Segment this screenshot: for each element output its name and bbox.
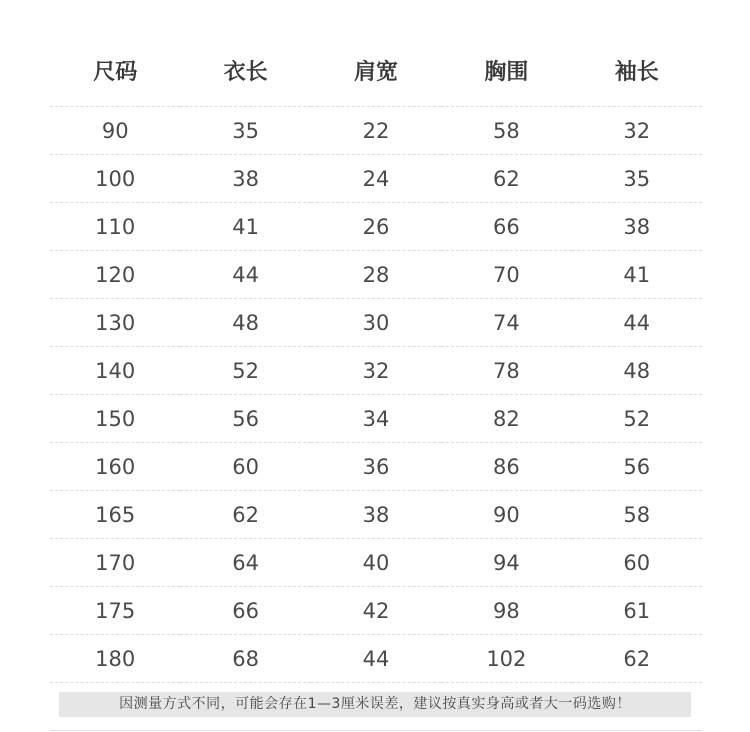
cell-length: 44: [180, 251, 310, 299]
cell-shoulder: 40: [311, 539, 441, 587]
cell-chest: 78: [441, 347, 571, 395]
cell-size: 130: [50, 299, 180, 347]
table-row: [50, 203, 702, 251]
cell-sleeve: 58: [572, 491, 702, 539]
cell-chest: 82: [441, 395, 571, 443]
cell-chest: 90: [441, 491, 571, 539]
cell-length: 48: [180, 299, 310, 347]
cell-sleeve: 48: [572, 347, 702, 395]
cell-shoulder: 36: [311, 443, 441, 491]
cell-chest: 98: [441, 587, 571, 635]
cell-sleeve: 62: [572, 635, 702, 683]
header-shoulder: 肩宽: [311, 34, 441, 107]
cell-chest: 94: [441, 539, 571, 587]
table-row: [50, 107, 702, 155]
cell-length: 35: [180, 107, 310, 155]
cell-sleeve: 35: [572, 155, 702, 203]
header-size: 尺码: [50, 34, 180, 107]
cell-length: 60: [180, 443, 310, 491]
cell-length: 66: [180, 587, 310, 635]
cell-shoulder: 32: [311, 347, 441, 395]
cell-size: 160: [50, 443, 180, 491]
cell-sleeve: 38: [572, 203, 702, 251]
cell-length: 64: [180, 539, 310, 587]
cell-length: 38: [180, 155, 310, 203]
cell-shoulder: 30: [311, 299, 441, 347]
cell-size: 100: [50, 155, 180, 203]
table-row: [50, 395, 702, 443]
cell-length: 52: [180, 347, 310, 395]
cell-size: 90: [50, 107, 180, 155]
cell-length: 41: [180, 203, 310, 251]
cell-chest: 70: [441, 251, 571, 299]
cell-length: 62: [180, 491, 310, 539]
cell-chest: 74: [441, 299, 571, 347]
cell-sleeve: 52: [572, 395, 702, 443]
cell-sleeve: 41: [572, 251, 702, 299]
cell-size: 110: [50, 203, 180, 251]
cell-shoulder: 24: [311, 155, 441, 203]
cell-chest: 62: [441, 155, 571, 203]
cell-sleeve: 61: [572, 587, 702, 635]
cell-shoulder: 34: [311, 395, 441, 443]
measurement-note: 因测量方式不同，可能会存在1—3厘米误差，建议按真实身高或者大一码选购！: [59, 692, 691, 717]
table-row: [50, 491, 702, 539]
bottom-divider: [50, 730, 702, 731]
cell-size: 150: [50, 395, 180, 443]
cell-size: 175: [50, 587, 180, 635]
table-row: [50, 587, 702, 635]
size-chart-table: [50, 34, 702, 683]
header-row: [50, 34, 702, 107]
header-sleeve: 袖长: [572, 34, 702, 107]
table-row: [50, 347, 702, 395]
cell-size: 120: [50, 251, 180, 299]
table-row: [50, 251, 702, 299]
cell-shoulder: 38: [311, 491, 441, 539]
cell-sleeve: 60: [572, 539, 702, 587]
table-row: [50, 539, 702, 587]
cell-length: 68: [180, 635, 310, 683]
cell-sleeve: 44: [572, 299, 702, 347]
cell-chest: 102: [441, 635, 571, 683]
table-row: [50, 443, 702, 491]
cell-size: 165: [50, 491, 180, 539]
header-chest: 胸围: [441, 34, 571, 107]
cell-shoulder: 28: [311, 251, 441, 299]
cell-chest: 58: [441, 107, 571, 155]
cell-shoulder: 26: [311, 203, 441, 251]
header-length: 衣长: [180, 34, 310, 107]
cell-size: 140: [50, 347, 180, 395]
cell-chest: 86: [441, 443, 571, 491]
cell-size: 170: [50, 539, 180, 587]
cell-chest: 66: [441, 203, 571, 251]
cell-shoulder: 44: [311, 635, 441, 683]
table-row: [50, 155, 702, 203]
table-row: [50, 299, 702, 347]
cell-size: 180: [50, 635, 180, 683]
cell-sleeve: 56: [572, 443, 702, 491]
cell-length: 56: [180, 395, 310, 443]
table-row: [50, 635, 702, 683]
cell-sleeve: 32: [572, 107, 702, 155]
size-chart-header: [50, 34, 702, 107]
cell-shoulder: 22: [311, 107, 441, 155]
cell-shoulder: 42: [311, 587, 441, 635]
size-chart-body: [50, 107, 702, 683]
